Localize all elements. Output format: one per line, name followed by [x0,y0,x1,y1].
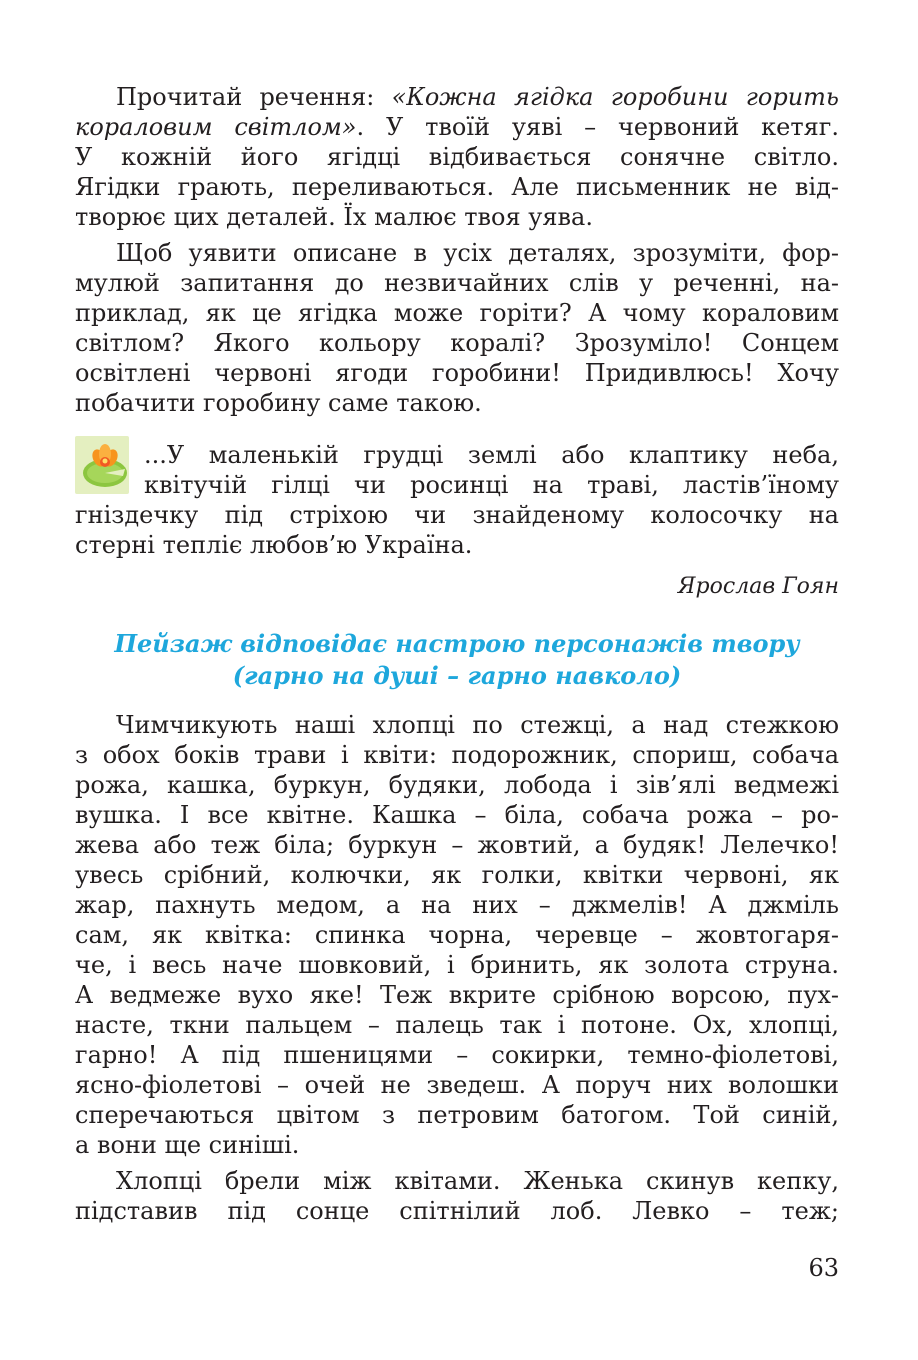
paragraph1-line1 [116,82,839,112]
paragraph3-line: а вони ще синіші. [75,1131,300,1159]
paragraph3-line: вушка. І все квітне. Кашка – біла, собача рожа – ро- [75,801,839,829]
paragraph3-line: жева або теж біла; буркун – жовтий, а будяк! Лелечко! [75,831,839,859]
paragraph3-line: рожа, кашка, буркун, будяки, лобода і зів’ялі ведмежі [75,771,839,799]
quote-line: гніздечку під стріхою чи знайденому колосочку на [75,501,839,529]
quote-author: Ярослав Гоян [677,574,839,599]
paragraph3-line: гарно! А під пшеницями – сокирки, темно-фіолетові, [75,1041,839,1069]
paragraph2-line: світлом? Якого кольору коралі? Зрозуміло! Сонцем [75,329,839,357]
text-segment: . У твоїй уяві – червоний кетяг. [356,113,840,141]
paragraph3-line: сперечаються цвітом з петровим батогом. Той синій, [75,1101,839,1129]
paragraph2-line: побачити горобину саме такою. [75,389,482,417]
paragraph4-line: підставив під сонце спітнілий лоб. Левко – теж; [75,1197,839,1225]
paragraph3-line: че, і весь наче шовковий, і бринить, як золота струна. [75,951,839,979]
italic-quote: «Кожна ягідка горобини горить [391,83,839,111]
paragraph1-line4: Ягідки грають, переливаються. Але письменник не від- [75,173,839,201]
text-segment: Прочитай речення: [116,83,392,111]
quote-line: квітучій гілці чи росинці на траві, ластів’їному [144,471,839,499]
paragraph2-line: освітлені червоні ягоди горобини! Придивлюсь! Хочу [75,359,839,387]
paragraph2-line: мулюй запитання до незвичайних слів у реченні, на- [75,269,839,297]
quote-line: ...У маленькій грудці землі або клаптику неба, [144,441,839,469]
page-number: 63 [808,1254,839,1282]
water-lily-icon [75,436,129,494]
italic-quote: кораловим світлом» [75,113,357,141]
paragraph1-line5: творює цих деталей. Їх малює твоя уява. [75,203,593,231]
paragraph3-line: увесь срібний, колючки, як голки, квітки червоні, як [75,861,839,889]
paragraph3-line: ясно-фіолетові – очей не зведеш. А поруч них волошки [75,1071,839,1099]
paragraph3-line: жар, пахнуть медом, а на них – джмелів! А джміль [75,891,839,919]
paragraph3-line: А ведмеже вухо яке! Теж вкрите срібною ворсою, пух- [75,981,839,1009]
section-heading-line1: Пейзаж відповідає настрою персонажів твору [114,629,800,658]
paragraph1-line2 [75,112,839,142]
paragraph2-line: Щоб уявити описане в усіх деталях, зрозуміти, фор- [116,239,839,267]
section-heading-line2: (гарно на душі – гарно навколо) [232,661,682,690]
paragraph3-line: з обох боків трави і квіти: подорожник, спориш, собача [75,741,839,769]
paragraph3-line: насте, ткни пальцем – палець так і потоне. Ох, хлопці, [75,1011,839,1039]
quote-line: стерні тепліє любов’ю Україна. [75,531,473,559]
paragraph3-line: сам, як квітка: спинка чорна, черевце – жовтогаря- [75,921,839,949]
paragraph3-line: Чимчикують наші хлопці по стежці, а над стежкою [116,711,839,739]
paragraph1-line3: У кожній його ягідці відбивається сонячне світло. [75,143,839,171]
paragraph2-line: приклад, як це ягідка може горіти? А чому кораловим [75,299,839,327]
paragraph4-line: Хлопці брели між квітами. Женька скинув кепку, [116,1167,839,1195]
